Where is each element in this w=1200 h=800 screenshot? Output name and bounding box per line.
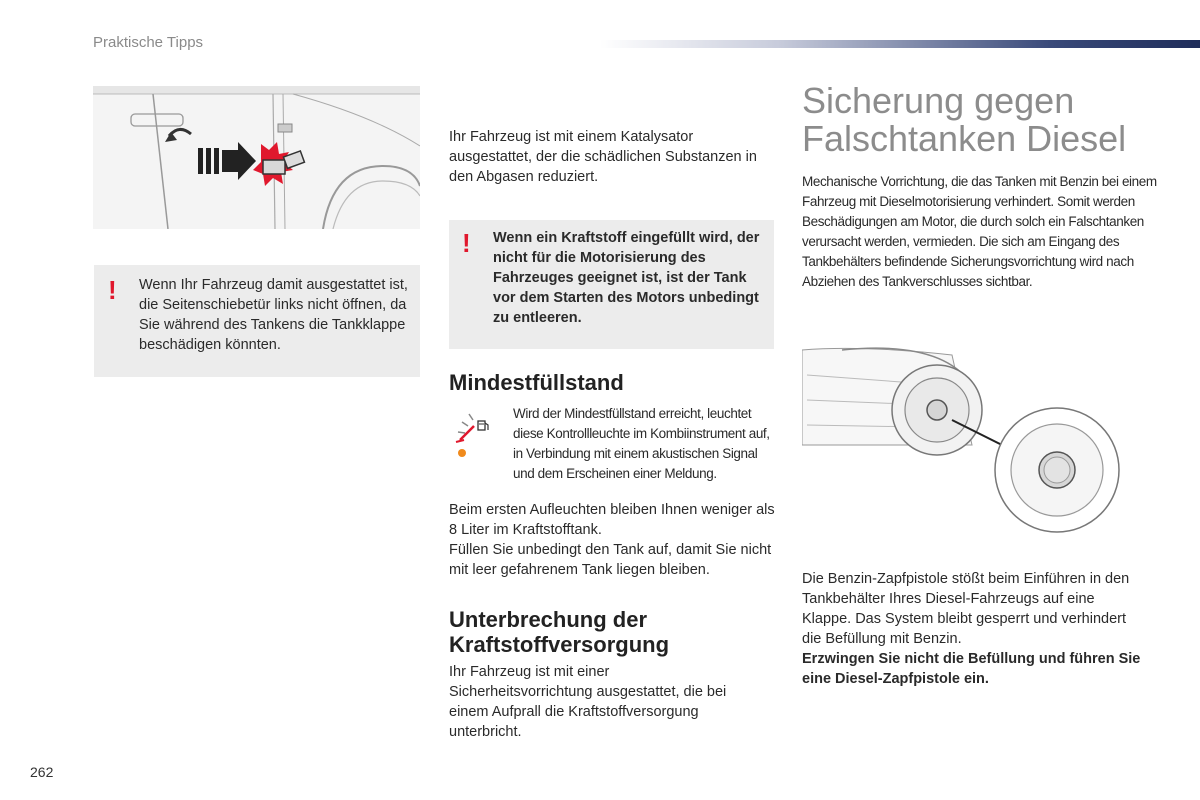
page-title-line2: Falschtanken Diesel <box>802 118 1127 159</box>
interruption-heading-line2: Kraftstoffversorgung <box>449 632 670 657</box>
min-level-description: Wird der Mindestfüllstand erreicht, leuchtet diese Kontrollleuchte im Kombiinstrument auf, in Verbindung mit einem akustischen Signal und dem Erscheinen einer Meldung. <box>513 406 770 481</box>
side-door-warning-box <box>94 265 420 377</box>
page-title <box>802 82 1182 158</box>
fuel-gauge-low-icon <box>452 404 500 462</box>
car-sliding-door-fuel-flap-illustration <box>93 86 420 229</box>
warning-icon: ! <box>108 275 117 305</box>
page-title-line1: Sicherung gegen <box>802 80 1075 121</box>
misfuel-para: Die Benzin-Zapfpistole stößt beim Einführen in den Tankbehälter Ihres Diesel-Fahrzeugs auf eine Klappe. Das System bleibt gesperrt und verhindert die Befüllung mit Benzin. <box>802 571 1130 647</box>
min-level-para2: Füllen Sie unbedingt den Tank auf, damit Sie nicht mit leer gefahrenem Tank liegen bleiben. <box>449 542 772 578</box>
min-level-para1: Beim ersten Aufleuchten bleiben Ihnen weniger als 8 Liter im Kraftstofftank. <box>449 502 775 538</box>
fuel-warning-text: Wenn ein Kraftstoff eingefüllt wird, der nicht für die Motorisierung des Fahrzeuges geeignet ist, ist der Tank vor dem Starten des Motors unbedingt zu entleeren. <box>493 230 760 326</box>
side-door-warning-text: Wenn Ihr Fahrzeug damit ausgestattet ist, die Seitenschiebetür links nicht öffnen, da Sie während des Tankens die Tankklappe beschädigen könnten. <box>139 277 408 353</box>
fuel-filler-neck-illustration <box>802 345 1132 550</box>
min-level-heading: Mindestfüllstand <box>449 370 624 395</box>
page-number: 262 <box>30 764 54 780</box>
warning-icon: ! <box>462 228 471 258</box>
fuel-warning-box <box>449 220 774 349</box>
interruption-text: Ihr Fahrzeug ist mit einer Sicherheitsvorrichtung ausgestattet, die bei einem Aufprall die Kraftstoffversorgung unterbricht. <box>449 664 727 740</box>
interruption-heading <box>449 607 779 657</box>
catalyst-text: Ihr Fahrzeug ist mit einem Katalysator ausgestattet, der die schädlichen Substanzen in den Abgasen reduziert. <box>449 129 757 185</box>
misfuel-bold-para: Erzwingen Sie nicht die Befüllung und führen Sie eine Diesel-Zapfpistole ein. <box>802 651 1141 687</box>
interruption-heading-line1: Unterbrechung der <box>449 607 648 632</box>
header-accent-bar <box>600 40 1200 48</box>
section-label: Praktische Tipps <box>93 34 204 51</box>
misfuel-intro: Mechanische Vorrichtung, die das Tanken mit Benzin bei einem Fahrzeug mit Dieselmotorisierung verhindert. Somit werden Beschädigungen am Motor, die durch solch ein Falschtanken verursacht werden, vermieden. Die sich am Eingang des Tankbehälters befindende Sicherungsvorrichtung wird nach Abziehen des Tankverschlusses sichtbar. <box>802 174 1157 289</box>
